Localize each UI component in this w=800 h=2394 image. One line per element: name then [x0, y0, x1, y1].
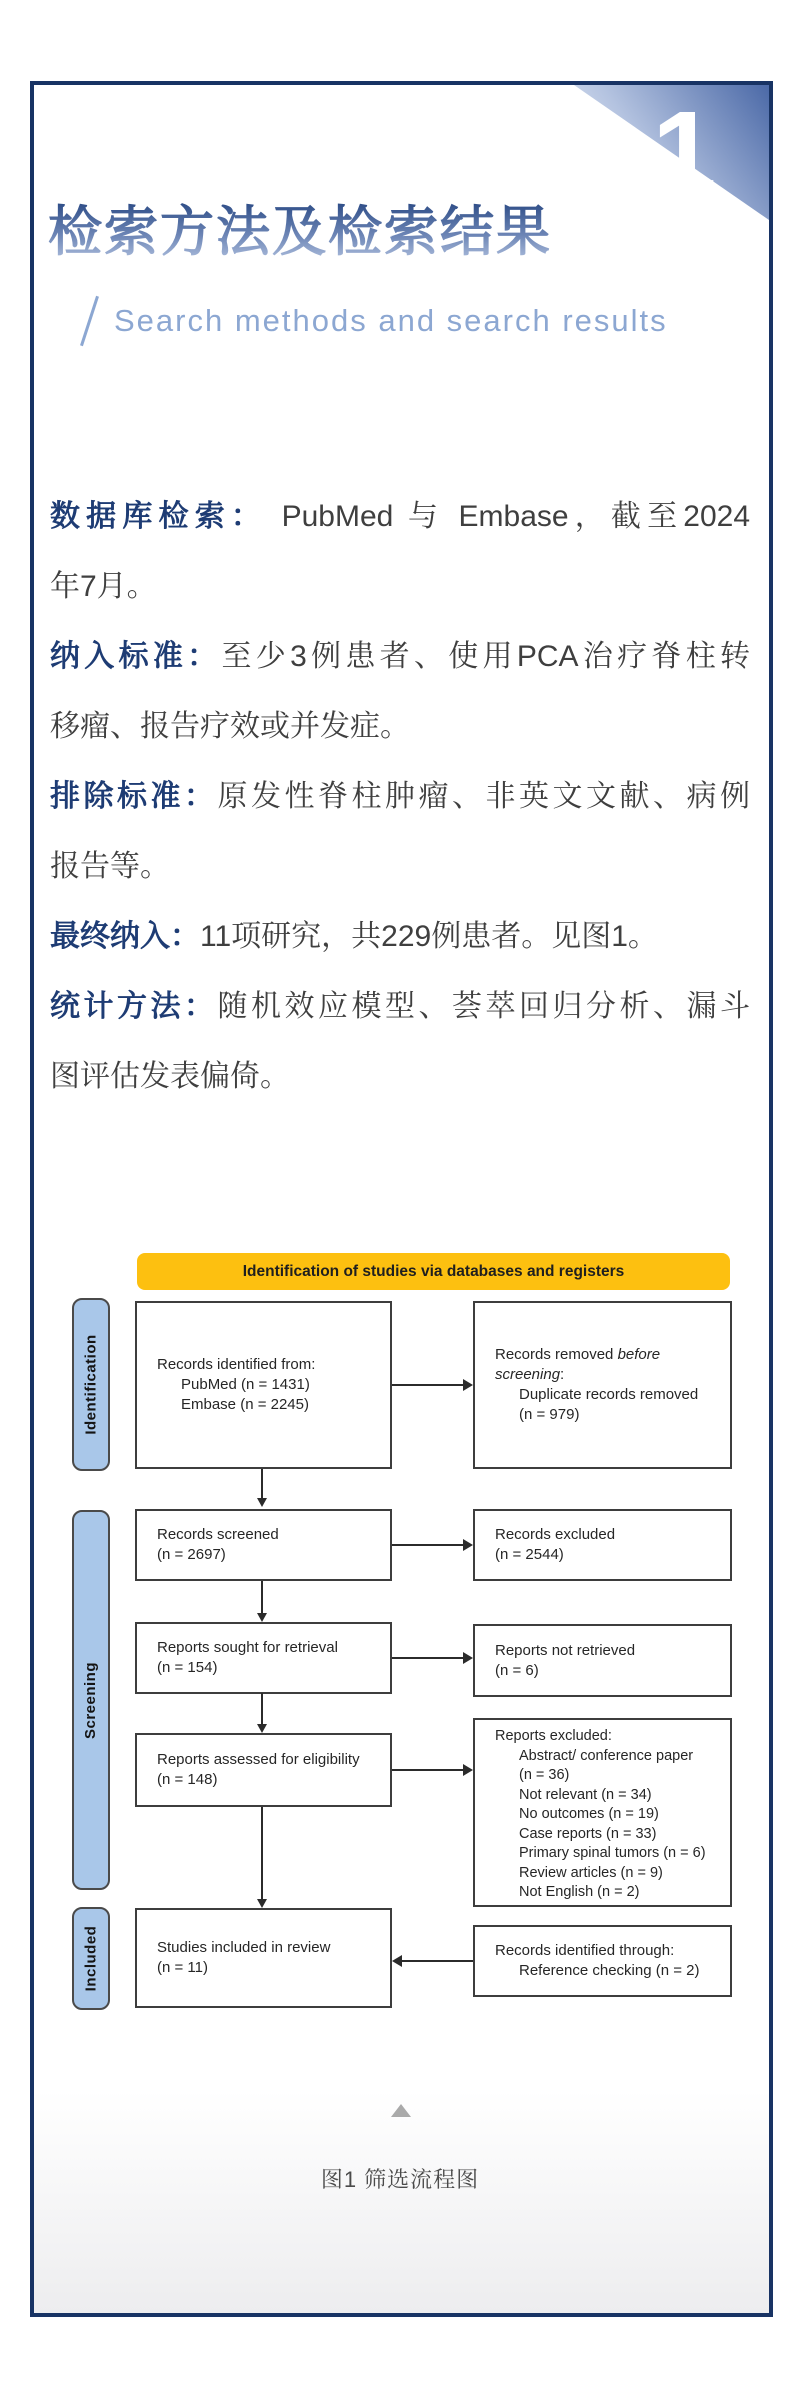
summary-line: 纳入标准：至少3例患者、使用PCA治疗脊柱转 — [50, 640, 750, 673]
flow-box-line: Reports excluded: — [495, 1728, 612, 1744]
flow-box-records-identified — [135, 1301, 392, 1469]
flow-arrow — [261, 1469, 263, 1499]
flow-box-line: No outcomes (n = 19) — [519, 1806, 659, 1822]
flow-box-line: Not English (n = 2) — [519, 1884, 640, 1900]
collapse-triangle-icon — [391, 2104, 411, 2117]
flow-stage-label-included — [72, 1907, 110, 2010]
flow-box-line: Reference checking (n = 2) — [519, 1962, 700, 1979]
flow-box-line: Records removed before — [495, 1346, 661, 1363]
flow-arrowhead-icon — [257, 1899, 267, 1908]
flow-box-line: Abstract/ conference paper — [519, 1747, 694, 1764]
summary-line: 排除标准：原发性脊柱肿瘤、非英文文献、病例 — [50, 780, 750, 813]
flow-arrow — [261, 1807, 263, 1900]
summary-line: 最终纳入：11项研究，共229例患者。见图1。 — [50, 920, 658, 953]
flow-box-line: Duplicate records removed — [519, 1386, 699, 1403]
flow-box-line: Not relevant (n = 34) — [519, 1786, 652, 1803]
flow-arrowhead-icon — [463, 1379, 473, 1391]
flow-box-records-excluded — [473, 1509, 732, 1581]
flow-box-records-screened — [135, 1509, 392, 1581]
flow-box-line: PubMed (n = 1431) — [181, 1376, 310, 1393]
flow-box-line: Reports sought for retrieval — [157, 1639, 338, 1656]
flow-stage-label-text: Included — [82, 1925, 100, 1992]
summary-line-label: 数据库检索： — [50, 500, 268, 533]
summary-line-label: 最终纳入： — [50, 920, 200, 953]
flow-box-line: (n = 11) — [157, 1959, 208, 1976]
flow-arrow — [392, 1769, 464, 1771]
summary-line: 年7月。 — [50, 570, 157, 603]
summary-line: 图评估发表偏倚。 — [50, 1060, 290, 1093]
summary-text-block — [50, 482, 750, 1112]
flow-box-line: Reports not retrieved — [495, 1641, 636, 1659]
flow-box-reports-excluded — [473, 1718, 732, 1907]
summary-line: 报告等。 — [50, 850, 170, 883]
summary-line-label: 统计方法： — [50, 990, 218, 1023]
summary-line: 数据库检索： PubMed 与 Embase，截至2024 — [50, 500, 750, 533]
flow-box-line: Records identified from: — [157, 1356, 316, 1373]
flow-box-line: (n = 2544) — [495, 1546, 564, 1563]
summary-line-label: 纳入标准： — [50, 640, 222, 673]
flow-box-line: screening: — [495, 1366, 565, 1383]
summary-line-label: 排除标准： — [50, 780, 218, 813]
flow-box-line: Records excluded — [495, 1526, 616, 1543]
flow-stage-label-identification — [72, 1298, 110, 1471]
flow-arrow — [392, 1384, 464, 1386]
page-title: 检索方法及检索结果 — [48, 202, 552, 262]
flow-arrow — [401, 1960, 473, 1962]
flow-box-line: (n = 2697) — [157, 1546, 226, 1563]
flow-arrowhead-icon — [257, 1613, 267, 1622]
flow-arrow — [392, 1657, 464, 1659]
flow-arrowhead-icon — [392, 1955, 402, 1967]
flow-box-reports-assessed — [135, 1733, 392, 1807]
page-subtitle: Search methods and search results — [114, 303, 668, 338]
flow-box-line: Review articles (n = 9) — [519, 1864, 663, 1881]
flow-arrowhead-icon — [257, 1498, 267, 1507]
flow-box-records-reference — [473, 1925, 732, 1997]
flow-box-line: Records screened — [157, 1526, 279, 1543]
flow-box-line: Studies included in review — [157, 1939, 331, 1956]
flow-box-line: Reports assessed for eligibility — [157, 1751, 360, 1768]
flow-stage-label-text: Identification — [82, 1334, 100, 1435]
flow-box-line: (n = 979) — [519, 1406, 580, 1423]
flow-arrowhead-icon — [463, 1652, 473, 1664]
flow-arrow — [392, 1544, 464, 1546]
flow-box-line: (n = 6) — [495, 1661, 539, 1679]
flow-arrowhead-icon — [257, 1724, 267, 1733]
flow-box-line: Primary spinal tumors (n = 6) — [519, 1845, 706, 1861]
flow-box-line: Embase (n = 2245) — [181, 1396, 309, 1413]
flow-stage-label-screening — [72, 1510, 110, 1890]
flow-box-line: Records identified through: — [495, 1942, 675, 1959]
flow-box-line: (n = 148) — [157, 1771, 218, 1788]
flow-box-reports-sought — [135, 1622, 392, 1694]
page-number-badge: 1 — [652, 87, 717, 217]
flow-arrow — [261, 1581, 263, 1614]
summary-line: 移瘤、报告疗效或并发症。 — [50, 710, 410, 743]
flow-box-records-removed — [473, 1301, 732, 1469]
flow-arrow — [261, 1693, 263, 1725]
flow-arrowhead-icon — [463, 1764, 473, 1776]
flow-arrowhead-icon — [463, 1539, 473, 1551]
flow-box-studies-included — [135, 1908, 392, 2008]
flow-stage-label-text: Screening — [82, 1661, 100, 1739]
summary-line: 统计方法：随机效应模型、荟萃回归分析、漏斗 — [50, 990, 750, 1023]
flow-box-line: (n = 154) — [157, 1659, 218, 1676]
flow-box-reports-not-retrieved — [473, 1624, 732, 1697]
flow-box-line: (n = 36) — [519, 1767, 570, 1783]
flowchart-banner: Identification of studies via databases and registers — [137, 1253, 730, 1290]
figure-caption: 图1 筛选流程图 — [320, 2167, 480, 2192]
flow-box-line: Case reports (n = 33) — [519, 1825, 657, 1842]
